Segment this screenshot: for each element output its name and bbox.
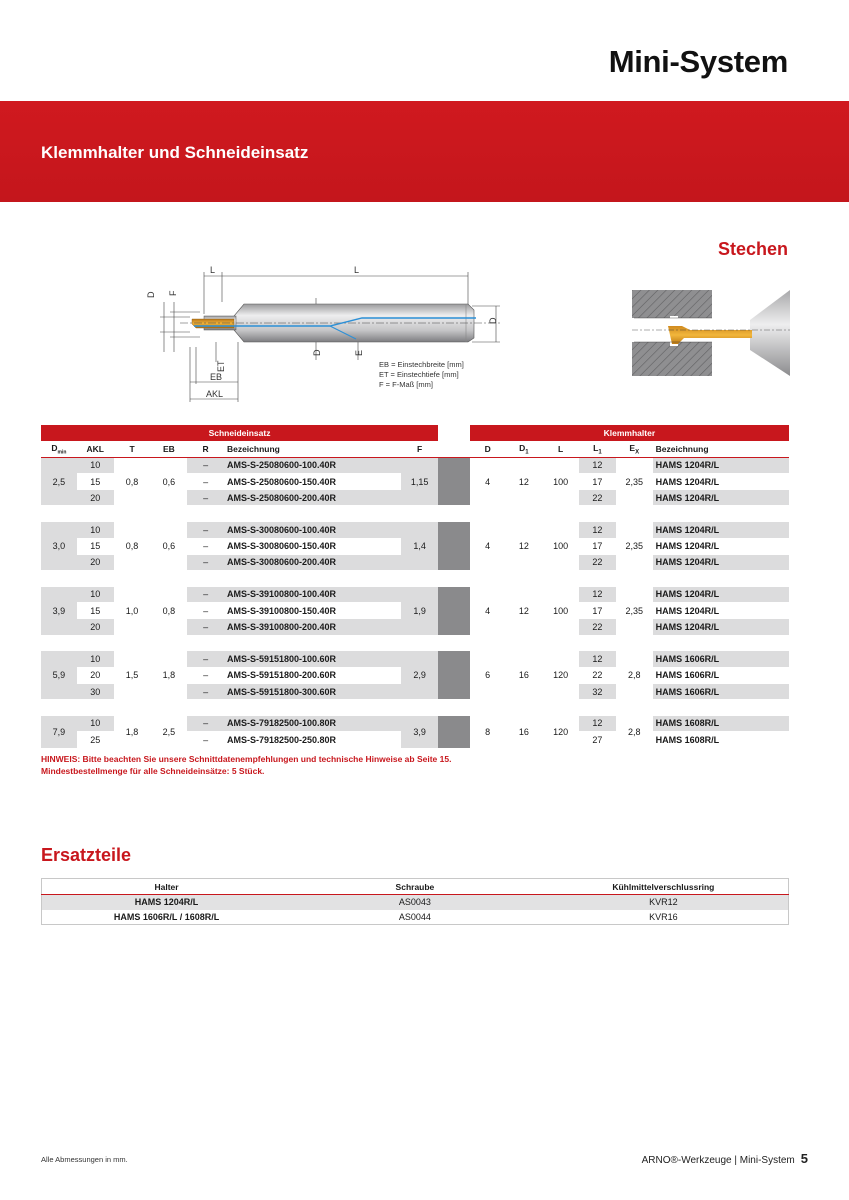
cell-d: 4 <box>470 587 506 636</box>
col-bezeichnung: Bezeichnung <box>224 441 401 457</box>
parts-row <box>42 910 789 925</box>
cell-l1: 32 <box>579 683 616 699</box>
cell-r: – <box>187 538 224 554</box>
label-akl: AKL <box>206 389 224 399</box>
cell-bezeichnung: AMS-S-25080600-200.40R <box>224 490 401 506</box>
cell-r: – <box>187 474 224 490</box>
cell-l1: 12 <box>579 651 616 667</box>
cell-d: 6 <box>470 651 506 700</box>
col-d: D <box>470 441 506 457</box>
label-f: F <box>168 290 178 296</box>
cell-f: 3,9 <box>401 716 438 748</box>
page-title: Mini-System <box>608 44 788 79</box>
cell-r: – <box>187 683 224 699</box>
col-dmin: $D_{min}$ <box>41 441 77 457</box>
group-separator <box>41 700 789 716</box>
cell-akl: 25 <box>77 732 114 748</box>
legend-f: F = F-Maß [mm] <box>379 380 433 389</box>
cell-l1: 12 <box>579 457 616 473</box>
cell-bezeichnung: AMS-S-79182500-100.80R <box>224 716 401 732</box>
cell-holder: HAMS 1204R/L <box>653 619 789 635</box>
cell-bezeichnung: AMS-S-39100800-150.40R <box>224 603 401 619</box>
col-t: T <box>114 441 151 457</box>
cell-dmin: 5,9 <box>41 651 77 700</box>
cell-r: – <box>187 490 224 506</box>
parts-col-halter: Halter <box>42 879 292 895</box>
spare-parts-table <box>41 878 789 925</box>
cell-akl: 20 <box>77 619 114 635</box>
cell-akl: 15 <box>77 474 114 490</box>
col-l: L <box>542 441 579 457</box>
cell-spacer <box>438 587 470 636</box>
product-table <box>41 425 789 749</box>
cell-t: 0,8 <box>114 522 151 571</box>
cell-holder: HAMS 1204R/L <box>653 490 789 506</box>
col-f: F <box>401 441 438 457</box>
cell-f: 1,15 <box>401 457 438 506</box>
cell-akl: 15 <box>77 538 114 554</box>
cell-akl: 10 <box>77 651 114 667</box>
cell-eb: 1,8 <box>150 651 187 700</box>
cell-holder: HAMS 1606R/L <box>653 683 789 699</box>
cell-akl: 20 <box>77 554 114 570</box>
cell-holder: HAMS 1608R/L <box>653 716 789 732</box>
cell-dmin: 3,9 <box>41 587 77 636</box>
cell-l1: 17 <box>579 538 616 554</box>
cell-l1: 22 <box>579 554 616 570</box>
cell-l: 100 <box>542 457 579 506</box>
cell-r: – <box>187 732 224 748</box>
group-separator <box>41 571 789 587</box>
cell-l: 120 <box>542 716 579 748</box>
cell-akl: 10 <box>77 716 114 732</box>
cell-bezeichnung: AMS-S-30080600-150.40R <box>224 538 401 554</box>
cell-holder: HAMS 1608R/L <box>653 732 789 748</box>
col-holder: Bezeichnung <box>653 441 789 457</box>
cell-holder: HAMS 1606R/L <box>653 667 789 683</box>
cell-eb: 0,6 <box>150 522 187 571</box>
cell-d: 4 <box>470 522 506 571</box>
cell-akl: 20 <box>77 490 114 506</box>
cell-bezeichnung: AMS-S-59151800-200.60R <box>224 667 401 683</box>
cell-akl: 30 <box>77 683 114 699</box>
label-l1: L <box>210 265 216 275</box>
label-eb: EB <box>210 372 223 382</box>
cell-ex: 2,35 <box>616 587 653 636</box>
cell-l1: 27 <box>579 732 616 748</box>
group-header-klemmhalter: Klemmhalter <box>470 425 789 441</box>
table-row <box>41 716 789 732</box>
cell-l: 120 <box>542 651 579 700</box>
cell-l: 100 <box>542 587 579 636</box>
cell-r: – <box>187 457 224 473</box>
cell-akl: 20 <box>77 667 114 683</box>
group-header-schneideinsatz: Schneideinsatz <box>41 425 438 441</box>
cell-holder: HAMS 1204R/L <box>653 457 789 473</box>
cell-holder: HAMS 1204R/L <box>653 603 789 619</box>
parts-col-kvr: Kühlmittelverschlussring <box>539 879 789 895</box>
cell-spacer <box>438 457 470 506</box>
band-title: Klemmhalter und Schneideinsatz <box>41 143 309 162</box>
parts-col-schraube: Schraube <box>291 879 539 895</box>
section-heading-stechen: Stechen <box>717 239 788 259</box>
cell-akl: 15 <box>77 603 114 619</box>
cell-dmin: 3,0 <box>41 522 77 571</box>
cell-ex: 2,8 <box>616 716 653 748</box>
product-table-body <box>41 457 789 748</box>
footer-brand <box>642 1151 808 1166</box>
col-r: R <box>187 441 224 457</box>
cell-l1: 22 <box>579 490 616 506</box>
cell-bezeichnung: AMS-S-59151800-100.60R <box>224 651 401 667</box>
cell-t: 1,8 <box>114 716 151 748</box>
table-row <box>41 457 789 473</box>
cell-f: 1,4 <box>401 522 438 571</box>
label-d1: D <box>312 349 322 356</box>
col-akl: AKL <box>77 441 114 457</box>
cell-holder: HAMS 1204R/L <box>653 538 789 554</box>
cell-r: – <box>187 554 224 570</box>
note-line-1: HINWEIS: Bitte beachten Sie unsere Schnittdatenempfehlungen und technische Hinweise ab Seite 15. <box>41 754 452 764</box>
parts-kvr: KVR16 <box>649 911 678 922</box>
parts-halter: HAMS 1204R/L <box>42 895 292 910</box>
table-row <box>41 651 789 667</box>
cell-bezeichnung: AMS-S-79182500-250.80R <box>224 732 401 748</box>
cell-d1: 16 <box>506 716 543 748</box>
cell-holder: HAMS 1204R/L <box>653 587 789 603</box>
cell-d1: 12 <box>506 457 543 506</box>
cell-bezeichnung: AMS-S-39100800-100.40R <box>224 587 401 603</box>
cell-r: – <box>187 716 224 732</box>
cell-bezeichnung: AMS-S-30080600-200.40R <box>224 554 401 570</box>
cell-d1: 12 <box>506 522 543 571</box>
cell-akl: 10 <box>77 522 114 538</box>
grooving-section-view <box>632 290 790 376</box>
hinweis-note <box>41 754 451 777</box>
section-heading-ersatzteile: Ersatzteile <box>41 845 132 865</box>
parts-row <box>42 895 789 910</box>
cell-spacer <box>438 716 470 748</box>
cell-r: – <box>187 651 224 667</box>
cell-r: – <box>187 603 224 619</box>
parts-schraube: AS0044 <box>398 911 431 922</box>
table-row <box>41 587 789 603</box>
cell-f: 1,9 <box>401 587 438 636</box>
footer-brand-text: ARNO®-Werkzeuge | Mini-System <box>641 1155 795 1166</box>
cell-d: 4 <box>470 457 506 506</box>
parts-schraube: AS0043 <box>291 895 539 910</box>
group-separator <box>41 635 789 651</box>
col-l1: $L_1$ <box>579 441 616 457</box>
label-et: ET <box>216 360 226 372</box>
cell-l1: 12 <box>579 587 616 603</box>
page-number: 5 <box>800 1151 808 1166</box>
label-l: L <box>354 265 360 275</box>
cell-bezeichnung: AMS-S-25080600-150.40R <box>224 474 401 490</box>
cell-l1: 22 <box>579 667 616 683</box>
cell-f: 2,9 <box>401 651 438 700</box>
cell-dmin: 2,5 <box>41 457 77 506</box>
cell-ex: 2,35 <box>616 457 653 506</box>
cell-holder: HAMS 1204R/L <box>653 554 789 570</box>
cell-bezeichnung: AMS-S-39100800-200.40R <box>224 619 401 635</box>
cell-holder: HAMS 1204R/L <box>653 474 789 490</box>
cell-l: 100 <box>542 522 579 571</box>
col-eb: EB <box>150 441 187 457</box>
group-separator <box>41 506 789 522</box>
cell-ex: 2,8 <box>616 651 653 700</box>
cell-l1: 12 <box>579 522 616 538</box>
cell-eb: 2,5 <box>150 716 187 748</box>
cell-bezeichnung: AMS-S-25080600-100.40R <box>224 457 401 473</box>
legend-et: ET = Einstechtiefe [mm] <box>379 370 459 379</box>
parts-halter: HAMS 1606R/L / 1608R/L <box>113 911 220 922</box>
col-ex: $E_X$ <box>616 441 653 457</box>
cell-t: 1,5 <box>114 651 151 700</box>
cell-r: – <box>187 619 224 635</box>
note-line-2: Mindestbestellmenge für alle Schneideinsätze: 5 Stück. <box>41 765 265 776</box>
parts-kvr: KVR12 <box>539 895 789 910</box>
cell-t: 1,0 <box>114 587 151 636</box>
cell-spacer <box>438 651 470 700</box>
drawing-legend <box>379 360 464 390</box>
cell-l1: 22 <box>579 619 616 635</box>
cell-holder: HAMS 1606R/L <box>653 651 789 667</box>
cell-l1: 12 <box>579 716 616 732</box>
legend-eb: EB = Einstechbreite [mm] <box>379 360 464 369</box>
cell-r: – <box>187 587 224 603</box>
cell-t: 0,8 <box>114 457 151 506</box>
cell-spacer <box>438 522 470 571</box>
cell-d1: 16 <box>506 651 543 700</box>
cell-bezeichnung: AMS-S-59151800-300.60R <box>224 683 401 699</box>
cell-eb: 0,6 <box>150 457 187 506</box>
col-d1: $D_1$ <box>506 441 543 457</box>
cell-r: – <box>187 667 224 683</box>
label-dmin: D <box>146 291 156 298</box>
title-band <box>0 101 849 202</box>
cell-akl: 10 <box>77 587 114 603</box>
table-row <box>41 522 789 538</box>
cell-l1: 17 <box>579 474 616 490</box>
cell-akl: 10 <box>77 457 114 473</box>
cell-l1: 17 <box>579 603 616 619</box>
cell-bezeichnung: AMS-S-30080600-100.40R <box>224 522 401 538</box>
cell-d: 8 <box>470 716 506 748</box>
cell-d1: 12 <box>506 587 543 636</box>
label-ex: E <box>354 349 364 356</box>
cell-dmin: 7,9 <box>41 716 77 748</box>
cell-holder: HAMS 1204R/L <box>653 522 789 538</box>
footer-units-note: Alle Abmessungen in mm. <box>41 1155 128 1164</box>
cell-eb: 0,8 <box>150 587 187 636</box>
label-d: D <box>488 317 498 324</box>
cell-ex: 2,35 <box>616 522 653 571</box>
cell-r: – <box>187 522 224 538</box>
